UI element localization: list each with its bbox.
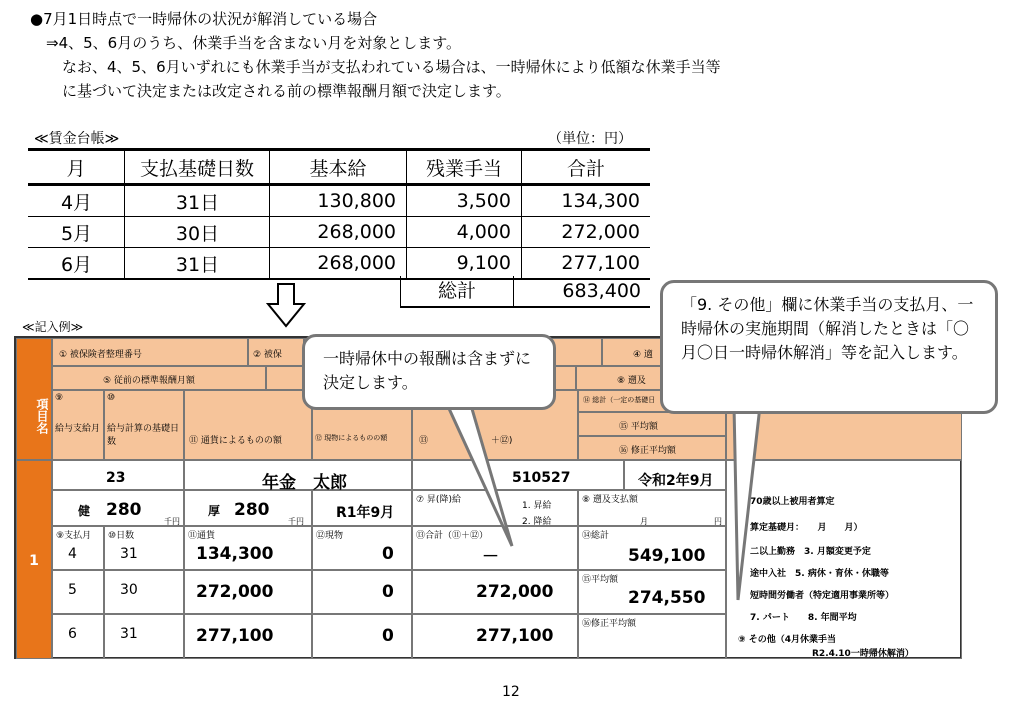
raise-option: 1. 昇給	[522, 501, 552, 511]
ledger-cell: 3,500	[407, 185, 522, 217]
col-modified-average: ⑯修正平均額	[582, 619, 637, 629]
intro-line-3: なお、4、5、6月いずれにも休業手当が支払われている場合は、一時帰休により低額な休業手当等	[62, 58, 721, 76]
remark-line: 7. パート 8. 年間平均	[750, 613, 857, 623]
average-amount: 274,550	[628, 588, 706, 608]
ledger-caption: ≪賃金台帳≫	[34, 131, 120, 147]
base-days: 31	[120, 546, 138, 562]
raise-option: 2. 降給	[522, 517, 552, 527]
col-cash: ⑪通貨	[188, 531, 216, 541]
ledger-cell: 134,300	[522, 185, 651, 217]
wage-ledger-table	[28, 148, 650, 280]
birth-date: 510527	[512, 470, 571, 486]
table-row	[28, 185, 650, 217]
ledger-total-value: 683,400	[513, 276, 641, 306]
ledger-header-row	[28, 150, 650, 185]
header-kind: ⑫ 現物によるものの額	[312, 390, 412, 460]
ledger-cell: 277,100	[522, 248, 651, 280]
intro-line-4: に基づいて決定または改定される前の標準報酬月額で決定します。	[62, 82, 511, 100]
header-base-days-label: 給与計算の基礎日数	[107, 424, 180, 447]
ledger-cell: 31日	[125, 248, 270, 280]
table-row	[28, 217, 650, 248]
bubble-right-pointer	[728, 404, 768, 604]
kind-amount: 0	[382, 582, 394, 602]
sum-amount: 272,000	[476, 582, 554, 602]
pay-month: 4	[68, 546, 77, 562]
col-kind: ⑫現物	[316, 531, 344, 541]
col-sum: ⑬合計（⑪＋⑫）	[416, 531, 489, 541]
sum-amount: －	[482, 547, 499, 567]
page-number: 12	[502, 684, 520, 700]
header-sum-no: ⑬	[419, 436, 429, 446]
ledger-unit: （単位：円）	[548, 131, 632, 147]
unit-thousand: 千円	[288, 517, 304, 526]
previous-date: R1年9月	[336, 505, 395, 521]
days-cell	[104, 526, 184, 570]
ledger-total-label: 総計	[400, 276, 513, 306]
health-standard: 280	[106, 500, 142, 520]
remark-line: 70歳以上被用者算定	[750, 497, 835, 507]
remark-line: 途中入社 5. 病休・育休・休職等	[750, 569, 889, 579]
applied-month: 令和2年9月	[638, 473, 714, 489]
remark-line: ⑨ その他（4月休業手当	[738, 635, 837, 645]
cash-amount: 272,000	[196, 582, 274, 602]
pension-prefix: 厚	[208, 504, 221, 518]
pay-month-cell	[52, 614, 104, 659]
cash-amount: 277,100	[196, 626, 274, 646]
col-average: ⑮平均額	[582, 575, 619, 585]
header-base-days-no: ⑩	[107, 393, 116, 403]
header-pay-month-label: 給与支給月	[55, 424, 101, 434]
remark-line: 算定基礎月： 月 月）	[750, 523, 863, 533]
callout-right: 「9. その他」欄に休業手当の支払月、一時帰休の実施期間（解消したときは「〇月〇日一時帰休解消」等を記入します。	[660, 280, 998, 414]
ledger-cell: 5月	[28, 217, 125, 248]
kind-cell	[312, 526, 412, 570]
ledger-cell: 4,000	[407, 217, 522, 248]
days-cell	[104, 614, 184, 659]
header-pay-month	[52, 390, 104, 460]
bubble-left-pointer	[440, 400, 520, 550]
base-days: 30	[120, 582, 138, 598]
kind-cell	[312, 570, 412, 614]
example-caption: ≪記入例≫	[22, 320, 84, 334]
unit-yen: 円	[714, 517, 722, 526]
down-arrow-icon	[266, 282, 306, 328]
ledger-total-row	[400, 276, 650, 308]
ledger-header: 月	[28, 150, 125, 185]
remark-line: 二以上勤務 3. 月額変更予定	[750, 547, 871, 557]
ledger-cell: 31日	[125, 185, 270, 217]
header-insured-name: ② 被保	[248, 338, 304, 366]
row-number: 1	[16, 460, 52, 659]
sum-amount: 277,100	[476, 626, 554, 646]
ledger-header: 支払基礎日数	[125, 150, 270, 185]
col-days: ⑩日数	[108, 531, 135, 541]
item-name-label: 項目名	[16, 338, 52, 460]
header-modified-average: ⑯ 修正平均額	[578, 436, 726, 460]
unit-month: 月	[640, 517, 648, 526]
header-total: ⑭ 総計（一定の基礎日	[578, 390, 726, 412]
header-sum-suffix: ＋⑫)	[490, 436, 513, 446]
unit-thousand: 千円	[164, 517, 180, 526]
header-applied-month: ④ 適	[602, 338, 726, 366]
pay-month: 6	[68, 626, 77, 642]
ledger-cell: 130,800	[270, 185, 407, 217]
pay-month-cell	[52, 526, 104, 570]
col-pay-month: ⑨支払月	[56, 531, 92, 541]
header-previous-standard: ⑤ 従前の標準報酬月額	[52, 366, 266, 390]
ledger-header: 基本給	[270, 150, 407, 185]
header-retro: ⑧ 遡及	[576, 366, 726, 390]
header-pay-month-no: ⑨	[55, 393, 64, 403]
table-row	[28, 248, 650, 280]
ledger-cell: 4月	[28, 185, 125, 217]
ledger-header: 合計	[522, 150, 651, 185]
intro-line-1: ●7月1日時点で一時帰休の状況が解消している場合	[30, 10, 378, 28]
health-prefix: 健	[78, 504, 91, 518]
kind-amount: 0	[382, 544, 394, 564]
base-days: 31	[120, 626, 138, 642]
ledger-cell: 9,100	[407, 248, 522, 280]
cash-amount: 134,300	[196, 544, 274, 564]
ledger-header: 残業手当	[407, 150, 522, 185]
callout-left: 一時帰休中の報酬は含まずに決定します。	[302, 334, 556, 410]
remark-line: 短時間労働者（特定適用事業所等）	[750, 591, 895, 601]
col-total: ⑭総計	[582, 531, 610, 541]
insured-name: 年金 太郎	[262, 473, 347, 493]
kind-amount: 0	[382, 626, 394, 646]
ledger-cell: 30日	[125, 217, 270, 248]
ledger-cell: 268,000	[270, 217, 407, 248]
pay-month-cell	[52, 570, 104, 614]
header-insured-number: ① 被保険者整理番号	[52, 338, 248, 366]
kind-cell	[312, 614, 412, 659]
ledger-cell: 6月	[28, 248, 125, 280]
days-cell	[104, 570, 184, 614]
pay-month: 5	[68, 582, 77, 598]
ledger-cell: 272,000	[522, 217, 651, 248]
insured-number: 23	[106, 470, 126, 486]
raise-label: ⑦ 昇(降)給	[416, 495, 461, 505]
total-amount: 549,100	[628, 546, 706, 566]
header-base-days	[104, 390, 184, 460]
header-average: ⑮ 平均額	[578, 412, 726, 436]
pension-standard: 280	[234, 500, 270, 520]
intro-line-2: ⇒4、5、6月のうち、休業手当を含まない月を対象とします。	[46, 34, 462, 52]
retro-label: ⑧ 遡及支払額	[582, 495, 638, 505]
ledger-cell: 268,000	[270, 248, 407, 280]
header-cash: ⑪ 通貨によるものの額	[184, 390, 312, 460]
remark-line: R2.4.10一時帰休解消）	[812, 649, 914, 659]
